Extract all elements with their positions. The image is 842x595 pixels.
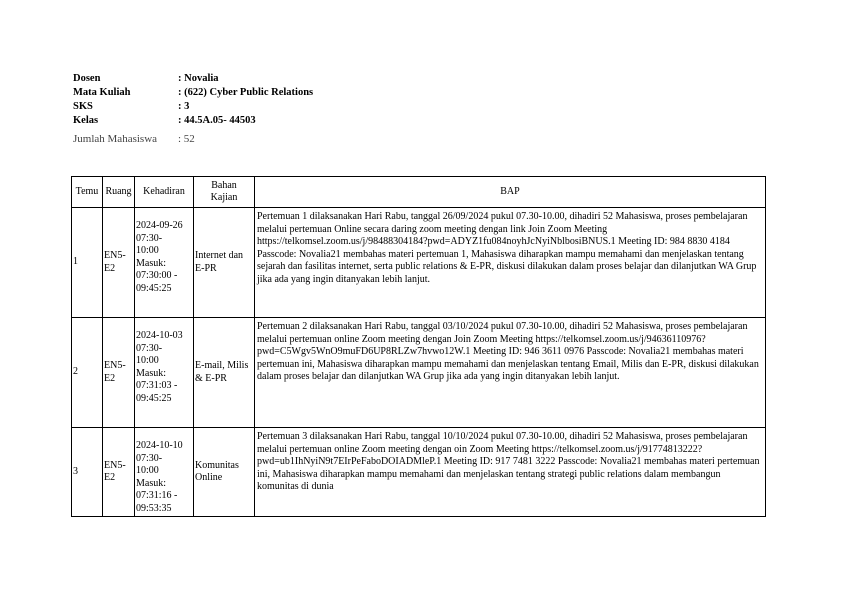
table-row	[72, 318, 766, 428]
info-row-kelas	[73, 114, 313, 128]
jumlah-value: : 52	[178, 133, 195, 145]
table-header-row	[72, 177, 766, 208]
sks-label: SKS	[73, 101, 93, 112]
bap-table	[71, 176, 766, 517]
bap-cell: Pertemuan 3 dilaksanakan Hari Rabu, tanggal 10/10/2024 pukul 07.30-10.00, dihadiri 52 Mahasiswa, proses pembelajaran melalui pertemuan online Zoom meeting dengan oin Zoom Meeting https://telkomsel.zoom.us/j/91774813222?pwd=ub1IhNyiN9t7EIrPeFaboDOIADMleP.1 Meeting ID: 917 7481 3222 Passcode: Novalia21 membahas materi pertemuan ini, Mahasiswa diharapkan mampu memahami dan menjelaskan tentang strategi public relations dalam membangun komunitas di dunia	[255, 428, 766, 517]
kehadiran-cell: 2024-09-26 07:30- 10:00 Masuk: 07:30:00 - 09:45:25	[135, 208, 194, 318]
info-row-dosen	[73, 72, 313, 86]
jumlah-label: Jumlah Mahasiswa	[73, 133, 158, 145]
ruang-cell: EN5- E2	[103, 318, 135, 428]
ruang-cell: EN5- E2	[103, 428, 135, 517]
info-row-jumlah	[73, 132, 313, 146]
kehadiran-cell: 2024-10-03 07:30- 10:00 Masuk: 07:31:03 - 09:45:25	[135, 318, 194, 428]
table-row	[72, 428, 766, 517]
header-bap: BAP	[255, 177, 766, 208]
temu-cell: 3	[72, 428, 103, 517]
mata-kuliah-label: Mata Kuliah	[73, 87, 131, 98]
course-info	[73, 72, 313, 146]
mata-kuliah-value: : (622) Cyber Public Relations	[178, 87, 314, 98]
header-temu: Temu	[72, 177, 103, 208]
info-row-sks	[73, 100, 313, 114]
kelas-value: : 44.5A.05- 44503	[178, 115, 256, 126]
info-row-mata-kuliah	[73, 86, 313, 100]
bap-cell: Pertemuan 1 dilaksanakan Hari Rabu, tanggal 26/09/2024 pukul 07.30-10.00, dihadiri 52 Mahasiswa, proses pembelajaran melalui pertemuan Online secara daring zoom meeting dengan link Join Zoom Meeting https://telkomsel.zoom.us/j/98488304184?pwd=ADYZ1fu084noyhJcNyiNblbosiBNUS.1 Meeting ID: 984 8830 4184 Passcode: Novalia21 membahas materi pertemuan 1, Mahasiswa diharapkan mampu memahami dan menjelaskan tentang sejarah dan fasilitas internet, serta public relations & E-PR, diskusi dilakukan dalam proses belajar dan dilanjutkan WA Grup jika ada yang ingin ditanyakan lebih lanjut.	[255, 208, 766, 318]
bahan-kajian-cell: Internet dan E-PR	[194, 208, 255, 318]
bahan-kajian-cell: Komunitas Online	[194, 428, 255, 517]
bahan-kajian-cell: E-mail, Milis & E-PR	[194, 318, 255, 428]
kelas-label: Kelas	[73, 115, 99, 126]
temu-cell: 2	[72, 318, 103, 428]
header-ruang: Ruang	[103, 177, 135, 208]
bap-cell: Pertemuan 2 dilaksanakan Hari Rabu, tanggal 03/10/2024 pukul 07.30-10.00, dihadiri 52 Mahasiswa, proses pembelajaran melalui pertemuan online Zoom meeting dengan Join Zoom Meeting https://telkomsel.zoom.us/j/94636110976?pwd=C5Wgv5WnO9muFD6UP8RLZw7hvwo12W.1 Meeting ID: 946 3611 0976 Passcode: Novalia21 membahas materi pertemuan ini, Mahasiswa diharapkan mampu memahami dan menjelaskan tentang Email, Milis dan E-PR, diskusi dilakukan dalam proses belajar dan dilanjutkan WA Grup jika ada yang ingin ditanyakan lebih lanjut.	[255, 318, 766, 428]
temu-cell: 1	[72, 208, 103, 318]
dosen-label: Dosen	[73, 73, 101, 84]
header-bahan-kajian: Bahan Kajian	[194, 177, 255, 208]
dosen-value: : Novalia	[178, 73, 219, 84]
sks-value: : 3	[178, 101, 190, 112]
kehadiran-cell: 2024-10-10 07:30- 10:00 Masuk: 07:31:16 - 09:53:35	[135, 428, 194, 517]
header-kehadiran: Kehadiran	[135, 177, 194, 208]
ruang-cell: EN5- E2	[103, 208, 135, 318]
table-row	[72, 208, 766, 318]
